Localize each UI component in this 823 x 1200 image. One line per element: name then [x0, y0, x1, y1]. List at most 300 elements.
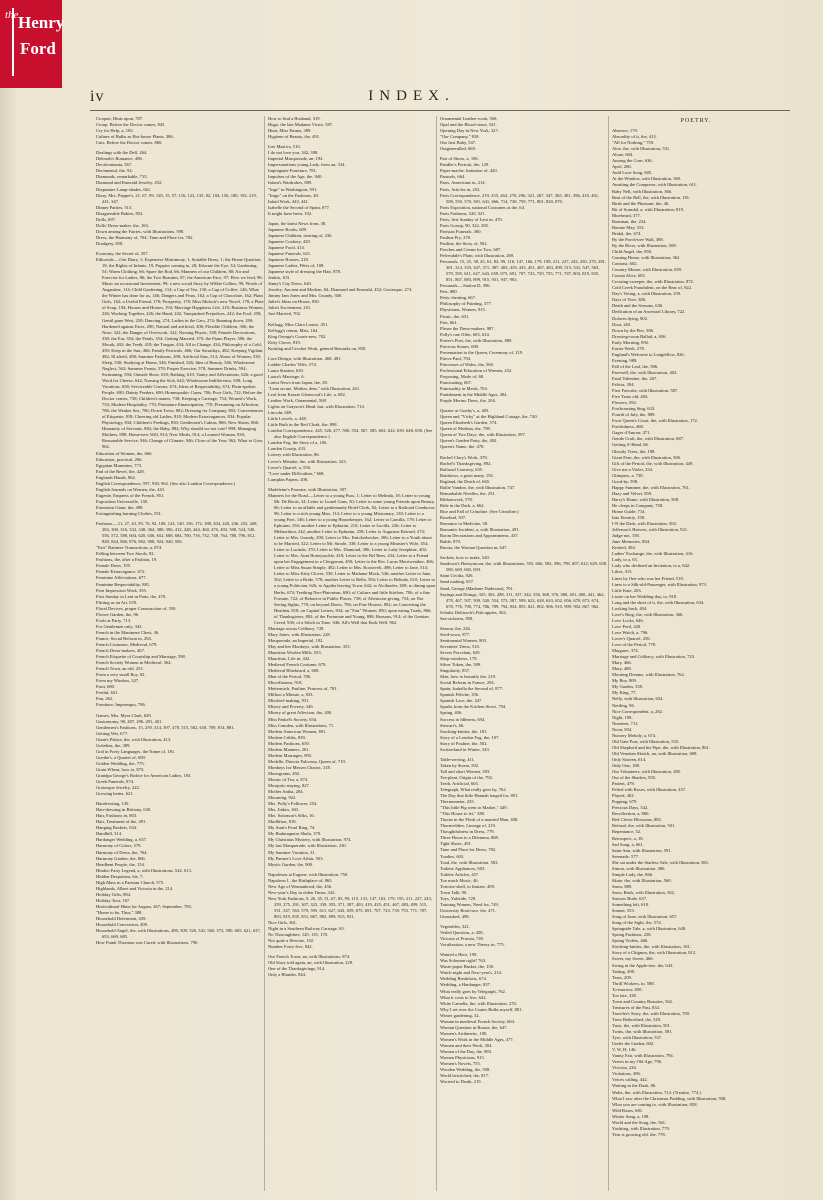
index-entry: No Thoroughfare, 120, 135, 170.: [268, 932, 329, 938]
index-entry: Skate, the, with Illustration, 560.: [612, 877, 672, 883]
index-entry: Women Physicians, 915.: [440, 1055, 485, 1061]
index-entry: Social Reform in France, 294.: [440, 680, 495, 686]
index-entry: Down by the Pier, 586.: [612, 327, 654, 333]
index-entry: Why I set over the Coates Bulbs myself, 801.: [440, 1006, 523, 1012]
index-entry: Not quite a Heroine, 192.: [268, 938, 315, 944]
index-entry: Kellogg's return, Miss, 164.: [268, 327, 319, 333]
index-entry: Story of a Chignon, the, with Illustration, 812.: [612, 950, 697, 956]
index-entry: "Fair" Ratinere Transactions, a, 874.: [96, 545, 163, 551]
index-entry: Spring Violets, 466.: [612, 938, 649, 944]
index-entry: Snow, 889.: [612, 883, 633, 889]
index-entry: Shop-windows, 179.: [440, 656, 478, 662]
index-entry: Paris Fashions, 520, 521.: [440, 210, 486, 216]
index-entry: Paris, Americans in, 214.: [440, 180, 486, 186]
index-entry: Schultz Delitzsch's Fish-apples, 562.: [440, 609, 507, 615]
index-entry: Trust, the, with Illustration, 501.: [612, 1022, 671, 1028]
index-entry: Old Shepherd and his Pipe, the, with Illustration, 861.: [612, 744, 710, 750]
index-entry: Teeth, Artificial, 603.: [440, 780, 479, 786]
index-entry: Ladies' Exchange, the, with Illustration, 416.: [612, 551, 694, 557]
index-entry: Dolls, 697.: [96, 216, 117, 222]
index-entry: Auld Love Song, 605.: [612, 170, 653, 176]
index-entry: Paris Correspondence, 219, 235, 264, 270, 296, 321, 267, 347, 365, 381, 396, 410, 461, 508, 550, 570, 581, 641, 666, 714, 738, 759, 771, 801, 820, 870.: [440, 192, 600, 204]
index-entry: New Age of Womanhood, the, 456.: [268, 883, 333, 889]
index-entry: What you are coming to, with Illustration, 858.: [612, 1101, 698, 1107]
index-entry: Diamond and Emerald Jewelry, 452.: [96, 180, 163, 186]
index-entry: Down among the Fairies, with Illustrations, 598.: [96, 228, 185, 234]
index-entry: Success in Idleness, 694.: [440, 716, 486, 722]
index-entry: Porter's Poet, the, with Illustration, 889.: [440, 337, 513, 343]
index-entry: Sand making, 657.: [440, 579, 475, 585]
index-entry: Horticultural Hints for August, 467; September, 783.: [96, 903, 192, 909]
index-entry: Old Gate Post, with Illustration, 533.: [612, 738, 680, 744]
index-entry: My Summer Vacation, 31.: [268, 849, 316, 855]
index-entry: Hidden Despotism, the, 7.: [96, 873, 144, 879]
index-entry: Giant Fern, the, with Illustration, 506.: [612, 454, 682, 460]
index-entry: Bonnie May, 313.: [612, 224, 645, 230]
index-entry: Mosquito staying, 827.: [268, 783, 310, 789]
index-entry: Vegetables, 321.: [440, 924, 470, 930]
index-entry: Harry's Home, with Illustration, 508.: [612, 496, 680, 502]
index-entry: Napoleon I., the Birthplace of, 865.: [268, 877, 333, 883]
index-entry: Women of the Day, the, 883.: [440, 1048, 493, 1054]
index-entry: Thornveldtes, Lineage of, 219.: [440, 823, 497, 829]
index-entry: Gift of the Period, the, with Illustration, 449.: [612, 460, 694, 466]
index-entry: Too late, 338.: [612, 992, 637, 998]
index-entry: Mettermich, Pauline, Princess of, 781.: [268, 686, 338, 692]
index-entry: Mrs. Polly's Follower, 254.: [268, 801, 318, 807]
index-entry: Inlaid Work, 443, 441.: [268, 198, 309, 204]
index-entry: "Home to be, Thus," 388.: [96, 910, 143, 915]
index-entry: Education, practical, 266.: [96, 456, 143, 462]
index-entry: Crossing-sweeper, the, with Illustration, 872.: [612, 279, 694, 285]
index-entry: World bewitched, the, 817.: [440, 1073, 490, 1079]
index-entry: What it costs to live, 642.: [440, 994, 487, 1000]
index-entry: Toilette Articles, 457.: [440, 871, 480, 877]
index-entry: Cuts. Before the Doctor comes, 860.: [96, 140, 163, 146]
index-entry: Country Mouse, with Illustration, 659.: [612, 267, 683, 273]
index-entry: Princesses of Wales, the, 560.: [440, 361, 494, 367]
index-entry: Hazy and Velvet, 859.: [612, 490, 653, 496]
index-entry: Leaf from Kezzie Glenwood's Life, a, 682.: [268, 392, 346, 398]
index-entry: Wild Roses, 681.: [612, 1107, 644, 1113]
index-entry: Wooden Wedding, the, 938.: [440, 1067, 491, 1073]
index-entry: By the Porch-tree Wall, 388.: [612, 236, 664, 242]
index-entry: My Partner's Love Affair, 503.: [268, 855, 324, 861]
index-entry: France, Social Reform in, 294.: [96, 635, 152, 641]
index-entry: Mary, 466.: [612, 660, 632, 666]
index-entry: Traveler's Story, the, with Illustration, 700.: [612, 1010, 691, 1016]
index-entry: Too much Music, 46.: [440, 877, 479, 883]
index-entry: Falling between Two Stools, 92.: [96, 551, 155, 557]
index-entry: Hygiene of Beauty, the, 491.: [268, 134, 321, 140]
index-entry: Sand, George (Madame Dudevant), 701.: [440, 585, 514, 591]
index-entry: Personals.—Station D, 396.: [440, 283, 491, 289]
index-entry: Fall of the Leaf, the, 586.: [612, 363, 659, 369]
index-entry: One of the Thanksgivings, 914.: [268, 966, 326, 972]
index-entry: Editorials.—Our Diary, 1; Expensive Matrimony, 1; Suitable Dress, 1; the Home Question, 19; the Rights of Infants, 19; Puppies coming in, 28; Educate the Eye, 34; Gardening, 54; Warm Clothing, 66; Spare the Rod, 66; Manners of our Children, 80; Air and Exercise for Ladies, 86; the Two Beauties, 87; the American Face, 97; How we feed, 98; Music an occasional Investment, 99; a new social Story by Wilkie Collins, 99; Words of Augustine, 114; Child Gardening, 114; a Cup of Tea, 130; a Cup of Coffee, 146; What the Winter has done for us, 146; Dangers and Fears, 162; a Cup of Chocolate, 162; Plain Girls, 162; a Useful Friend, 178; Prosperity, 178; Miss Mulock's new Novel, 178; a Plate of Soup, 194; Houses and Homes, 194; Marriage Happiness Life, 210; Business Women, 226; Working Together, 226; the Hand, 242; Vanquished Prejudices, 242; the Fool, 258; Gentil gone West, 258; Dancing, 274; Ladies in the Cars, 274; Running down, 290; Hardened against Facts, 290; Natural and artificial, 306; Flexible Children, 306; the Nose, 322; the Danger of Overwork, 322; Nursing Physic, 338; Female Decorations, 338; the Ear, 354; the Petals, 354; Getting Married, 370; the Piano Player, 386; the Mouth, 402; the Teeth, 418; the Tongue, 434; All in Change, 434; Philosophy of a Cold, 450; Keep in the Sun, 466; Family Festivals, 466; Our Saturdays, 482; Keeping Vigilant, 482; Ill afield, 498; Summer Fashions, 498; Artificial Sins, 514; Abuse of Women, 530; Sleep, 530; Studying at Home, 546; Finished, 546; Idea of Beauty, 546; Wholesome Neglect, 562; Summer Feasts, 578; Proper Exercise, 578; Summer Drinks, 594; Swimming, 594; Outside Show, 610; Bathing, 610; Vanity and Affectations, 626; a good Word for Cheese, 642; Nursing the Sick, 642; Wholesome Indifference, 658; Long Vacations, 658; Serviceable Cravats, 674; Ideas of Respectability, 674; Plain-spoken People, 690; Dainty Feeders, 690; Homeopathic Cures, 706; Poor Girls, 722; Before the Doctor comes, 738; Children's names, 738; Keeping a Carriage, 754; Women's Work, 754; Modern Hospitality, 770; Premature Emancipation, 770; Presuming on Affection, 786; the Weaker Sex, 786; Down Town, 802; Dressing for Company, 802; Conveniences of Etiquette, 818; Cheering old Ladies, 818; Modern Extravagances, 834; Popular Physiology, 834; Children's Feelings, 850; Gentlemen's Cabins, 866; New Slants, 866; Humanity of Servants, 882; the Baby, 882; Why should we not vote? 898; Managing Mothers, 898; Home-new Will, 914; New Meals, 914; a Learned Woman, 930; Reasonable Service, 946; Change of Climate, 946; Close of the Year, 962; What to Give, 962.: [96, 257, 264, 450]
index-entry: To-morrow, 650.: [612, 986, 643, 992]
index-entry: Aloe, the, with Illustration, 531.: [612, 146, 671, 152]
index-entry: Good-by, 598.: [612, 478, 639, 484]
index-entry: Japanese Ladies, Fêtes of, 108.: [268, 263, 325, 269]
index-entry: Treasures of the Past, 834.: [612, 1004, 661, 1010]
index-entry: Thermometer, 255.: [440, 799, 475, 805]
index-entry: Gentle Craft, the, with Illustration, 687.: [612, 436, 685, 442]
index-entry: Jewelry, Ancient and Modern, 84; Diamond and Emerald, 452; Grotesque, 274.: [268, 287, 413, 293]
index-entry: Fourth of July, the, 889.: [612, 412, 656, 418]
index-entry: Boatman, the, 234.: [612, 218, 647, 224]
index-entry: "Lean on me, Mother, dear," with Illustration, 261.: [268, 385, 361, 391]
index-entry: Philosophy of Painting, 377.: [440, 301, 492, 307]
index-entry: "Inigo" on the Fashions, 40.: [268, 192, 319, 198]
index-entry: Golden Wedding, the, 775.: [96, 760, 145, 766]
index-entry: My Garden, 558.: [612, 684, 644, 690]
index-entry: Punishment in the Middle Ages, 494.: [440, 392, 508, 398]
index-entry: Red Clover Blossoms, 883.: [612, 817, 662, 823]
index-entry: Bluebeard, 377.: [612, 212, 641, 218]
index-entry: May and her Monkeys, with Illustration, 353.: [268, 643, 351, 649]
index-entry: From my Window, 327.: [96, 678, 140, 684]
index-entry: Opening Day in New York, 327.: [440, 128, 499, 134]
index-entry: Dolores dying, 802.: [612, 315, 649, 321]
index-entry: Paris, Articles in, 252.: [440, 186, 481, 192]
index-entry: Awaiting the Conqueror, with Illustration, 611.: [612, 182, 698, 188]
index-entry: Saint Cecilia, 926.: [440, 573, 474, 579]
index-entry: Education of Women, the, 666.: [96, 450, 153, 456]
index-entry: Miss Paskel's Society, 634.: [268, 716, 318, 722]
index-entry: Waste-paper Basket, the, 150.: [440, 964, 495, 970]
logo-text-henry: Henry: [18, 13, 65, 32]
index-entry: Sweet, my Sweet, 466.: [612, 956, 654, 962]
index-entry: Switzerland in Winter, 543.: [440, 746, 490, 752]
index-entry: Lines to a Silk-old-Passenger, with Illustration, 973.: [612, 581, 707, 587]
index-entry: Women's Arithmetic, 190.: [440, 1030, 488, 1036]
index-entry: Singularity, 857.: [440, 668, 471, 674]
index-entry: Medieval Bluebeard, a, 608.: [268, 668, 320, 674]
index-entry: Napoleons at Eugene, with Illustration, 750.: [268, 871, 349, 877]
index-entry: Japanese Cookery, 429.: [268, 238, 311, 244]
index-entry: New York Fashions, 9, 26, 35, 51, 67, 83, 99, 115, 131, 147, 163, 179, 195, 211, 227, 243, 259, 275, 291, 307, 323, 339, 355, 371, 387, 403, 419, 435, 451, 467, 483, 499, 515, 531, 547, 563, 579, 595, 611, 627, 643, 659, 675, 691, 707, 723, 739, 755, 771, 787, 803, 819, 835, 851, 867, 883, 899, 915, 931.: [268, 895, 432, 919]
index-entry: At the Window, with Illustration, 360.: [612, 176, 682, 182]
index-entry: Latest News from Japan, the, 38.: [268, 379, 328, 385]
column-divider: [608, 116, 609, 1191]
index-entry: Punctuality in Meals, 704.: [440, 386, 488, 392]
index-entry: Contrast, 602.: [612, 261, 638, 267]
index-entry: April, 286.: [612, 164, 632, 170]
index-entry: Harmony of Colors, 579.: [96, 843, 142, 849]
header-rule: [90, 110, 790, 111]
index-entry: Women's Work in the Middle Ages, 477.: [440, 1036, 514, 1042]
index-entry: Snow Birds, with Illustration, 562.: [612, 889, 676, 895]
index-entry: God in Forty Languages, the Name of, 181.: [96, 748, 176, 754]
index-entry: Coming Home, with Illustration, 362.: [612, 255, 681, 261]
index-entry: Japanese Children, treating of, 236.: [268, 232, 333, 238]
index-entry: Grotesque Jewelry, 222.: [96, 785, 140, 791]
index-entry: My last Masquerade, with Illustration, 230.: [268, 843, 347, 849]
index-entry: End of the Revel, the, 428.: [96, 468, 145, 474]
index-entry: Julia's Excitement, 251.: [268, 305, 312, 311]
index-entry: My King, 77.: [612, 690, 637, 696]
index-entry: Woman Question in Russia, the, 647.: [440, 1024, 508, 1030]
index-entry: Disagreeable Babies, 852.: [96, 210, 144, 216]
index-entry: Diary, Mrs. Pepper's, 21, 67, 99, 128, 15, 57, 116, 122, 135, 92, 104, 156, 180, 192, 219, 241, 347.: [96, 192, 257, 204]
index-entry: French Dress-makers, 467.: [96, 648, 145, 654]
index-entry: Thorns in the Flesh of a married Man, 408.: [440, 817, 519, 823]
index-entry: Mudlifton, 810.: [268, 819, 297, 825]
index-entry: Love's Ring, the, with Illustration, 366.: [612, 611, 684, 617]
index-entry: Flowers, 592.: [612, 400, 637, 406]
index-entry: Mourning, 922.: [268, 795, 297, 801]
index-entry: Russia, the Woman Question in, 647.: [440, 545, 508, 551]
index-entry: Was Solomon right? 763.: [440, 958, 487, 964]
index-entry: English Journals on Women, the, 443.: [96, 486, 166, 492]
index-entry: Petty cheating, 667.: [440, 295, 477, 301]
index-entry: Precious Days, 542.: [612, 805, 649, 811]
index-entry: Taken by Storm, 502.: [440, 762, 480, 768]
index-entry: English Correspondence, 597, 938, 962. (See also London Correspondence.): [96, 480, 236, 486]
index-entry: French in the Maniment Chest, 46.: [96, 629, 160, 635]
index-entry: Give me a Violet, 234.: [612, 466, 654, 472]
index-entry: Rachel's Thanksgiving, 892.: [440, 460, 492, 466]
index-entry: Thoughtfulness in Dress, 779.: [440, 829, 495, 835]
index-entry: Men of the Period, 786.: [268, 674, 312, 680]
index-entry: Repentance, 52.: [612, 829, 642, 835]
index-entry: It might have been, 192.: [268, 210, 313, 216]
index-entry: Modern American Women, 691.: [268, 728, 327, 734]
index-entry: Death and the Seasons, 636.: [612, 303, 664, 309]
index-entry: He cleeps in Company, 758.: [612, 502, 664, 508]
index-entry: What I saw after the Christmas Pudding, with Illustration, 938.: [612, 1095, 727, 1101]
index-entry: Tatting, 498.: [612, 968, 636, 974]
index-entry: Fruit, 680.: [96, 684, 116, 690]
index-column-1: [96, 116, 264, 1186]
index-entry: Spring Fashions, 258.: [612, 932, 652, 938]
index-entry: Played, 402.: [612, 793, 635, 799]
index-entry: Lover's Mistake, the, with Illustration, 323.: [268, 458, 347, 464]
index-entry: London Correspondence, 445, 526, 477, 500, 554, 567, 585, 602, 624, 639, 648, 658. (See also English Correspondence.): [268, 428, 433, 440]
index-entry: University Boat-race, the, 471.: [440, 907, 497, 913]
index-entry: Toilette Appliances, 603.: [440, 865, 486, 871]
index-entry: Furniture, Impromptu, 786.: [96, 702, 146, 708]
index-entry: Birds and the Pheasant, the, 46.: [612, 200, 670, 206]
index-entry: Refusal, the, with Illustration, 501.: [612, 823, 676, 829]
index-entry: Queen's Name, the, 478.: [440, 444, 485, 450]
index-entry: Spanish Lace, the, 447.: [440, 698, 483, 704]
index-entry: Glimpses, a, 738.: [612, 472, 644, 478]
index-entry: Holiday Tour, 167.: [96, 897, 131, 903]
index-entry: Lover's Quarrel, 256.: [612, 635, 651, 641]
index-entry: Our first Baby, 547.: [440, 140, 477, 146]
index-entry: Ruble, 870.: [440, 539, 462, 545]
index-entry: Isabelle the Second of Spain, 877.: [268, 204, 331, 210]
index-entry: Marriage and Celibacy, with Illustration, 723.: [612, 654, 696, 660]
index-entry: Simple Lady, the, 866.: [612, 871, 654, 877]
index-entry: Veiled Question, a, 458.: [440, 930, 484, 936]
index-entry: Wedding, a Hardanger, 837.: [440, 982, 491, 988]
index-entry: Looking back, 404.: [612, 605, 648, 611]
index-entry: Fools at Party, 713.: [96, 617, 132, 623]
index-entry: Dress, the Harmony of, 764; Time and Place for, 782.: [96, 234, 194, 240]
index-entry: Feminine Affectations, 677.: [96, 575, 147, 581]
index-entry: Watch-night and New-year's, 214.: [440, 970, 502, 976]
index-entry: Victoria, 226.: [612, 1065, 637, 1071]
index-entry: Impregnate Furniture, 781.: [268, 168, 317, 174]
index-entry: Lover's Quarrel, a, 556.: [268, 464, 311, 470]
index-entry: Jefferson's Harvest, with Illustration, 921.: [612, 527, 689, 533]
index-entry: Town Talk, 90.: [440, 889, 468, 895]
index-entry: Yachting, with Illustration, 779.: [612, 1125, 670, 1131]
index-entry: Stewart's, 66.: [440, 722, 465, 728]
index-entry: Our Volunteers, with Illustration, 285.: [612, 769, 682, 775]
index-entry: Evening, 989.: [612, 357, 638, 363]
index-entry: Fashions.—11, 27, 43, 59, 76, 92, 108, 124, 140, 156, 172, 188, 204, 220, 236, 252, 268, 284, 300, 316, 332, 348, 364, 380, 396, 412, 428, 444, 460, 476, 492, 508, 524, 540, 556, 572, 588, 604, 620, 636, 652, 668, 684, 700, 716, 732, 748, 764, 780, 796, 812, 828, 844, 860, 876, 892, 908, 924, 940, 956.: [96, 521, 258, 545]
index-entry: Recollection, a, 866.: [612, 811, 650, 817]
index-entry: Night, 198.: [612, 714, 633, 720]
index-entry: Queen of Modena, the, 789.: [440, 426, 491, 432]
index-entry: Nursery Melody, a, 674.: [612, 732, 657, 738]
index-entry: Popping, 679.: [612, 799, 638, 805]
index-entry: Personals, 15, 25, 38, 45, 61, 84, 99, 116, 147, 166, 179, 198, 211, 227, 243, 250, 270, 281, 301, 314, 333, 347, 371, 387, 403, 419, 435, 451, 467, 483, 499, 515, 531, 547, 563, 579, 595, 611, 627, 643, 659, 675, 691, 707, 723, 739, 755, 771, 787, 803, 819, 835, 851, 867, 883, 899, 915, 931, 947, 963.: [440, 259, 607, 283]
index-entry: Wedding Breakfasts, 674.: [440, 976, 487, 982]
index-entry: Happy Summer, the, with Illustration, 761.: [612, 484, 690, 490]
index-entry: Little Ruth in the Red Cloak, the, 898.: [268, 422, 338, 428]
index-entry: Bridal, the, 674.: [612, 230, 642, 236]
index-entry: Hairdressing, 145.: [96, 801, 130, 807]
index-column-3: [440, 116, 608, 1186]
index-entry: Physicians, Women, 915.: [440, 307, 486, 313]
index-entry: Number Forty-five, 842.: [268, 944, 313, 950]
index-entry: Extension Giant, the, 498.: [96, 504, 144, 510]
index-entry: Vanity Fair, with Illustration, 794.: [612, 1053, 674, 1059]
index-entry: Lumpkin Papers, 208.: [268, 476, 309, 482]
index-entry: Kitty Clover, 819.: [268, 339, 301, 345]
index-entry: Twins, the, with Illustration, 581.: [612, 1029, 673, 1035]
index-entry: Hardanger Wedding, a, 637.: [96, 837, 148, 843]
index-entry: Day's Voting, a, with Illustration, 259.: [612, 291, 682, 297]
index-entry: Old Venetian Sketch, an, with Illustration, 608.: [612, 750, 698, 756]
index-entry: Eugenie, Empress of the French, 851.: [96, 492, 165, 498]
index-entry: Extinguishing burning Clothes, 551.: [96, 511, 163, 516]
index-entry: Mary, 468.: [612, 666, 632, 672]
index-entry: Morning Dreams, with Illustration, 762.: [612, 672, 685, 678]
index-entry: Household Deferment, 439.: [96, 916, 147, 922]
index-entry: Knitted, 494.: [612, 545, 636, 551]
index-entry: Sea-sickness, 858.: [440, 615, 474, 621]
index-entry: Mrs. Jinkin, 160.: [268, 807, 299, 813]
index-entry: The Day that little Hannah longed for, 891.: [440, 793, 519, 799]
index-entry: Leather Work, Ornamental, 568.: [268, 398, 327, 404]
index-entry: Ragland, the Death of, 665.: [440, 478, 491, 484]
index-entry: French Town, an old, 253.: [96, 666, 144, 672]
index-entry: Handbill, 314.: [96, 831, 123, 837]
index-entry: From a very small Boy, 82.: [96, 672, 146, 678]
index-entry: Rise and Fall of Crinoline. (See Crinoline.): [440, 508, 519, 514]
index-entry: Rallie Vandon, the, with Illustration, 747.: [440, 484, 516, 490]
index-entry: Room Decorations and Appointments, 437.: [440, 533, 519, 539]
index-entry: Mrs. Solomon's Silks, 16.: [268, 813, 315, 819]
index-entry: Flower Garden, the, 96.: [96, 611, 140, 617]
index-entry: Cold Creek Fraudulent, on the Rear of, 922.: [612, 285, 693, 291]
index-entry: Fun, 262.: [96, 696, 114, 702]
index-entry: Million a Minute, a, 833.: [268, 692, 314, 698]
index-entry: "This little Pig went to Market," 449.: [440, 805, 508, 811]
index-entry: Polly's one Offer, 603, 614.: [440, 331, 490, 337]
index-entry: Gentlemen's Fashions, 15, 259, 314, 397, 478, 515, 582, 618, 709, 814, 881.: [96, 724, 235, 730]
index-entry: Rainbows, a great many, 192.: [440, 472, 494, 478]
index-entry: Grandpa George's Bodice for American Ladies, 103.: [96, 772, 192, 778]
index-entry: Quarter at Gorthy's, a, 403.: [440, 408, 490, 414]
index-entry: My Boy, 809.: [612, 678, 637, 684]
index-entry: Simon, with Illustration, 386.: [612, 865, 666, 871]
index-entry: Long and the short of it, the, with Illustration, 634.: [612, 599, 705, 605]
index-entry: Decimental, the, 94.: [96, 168, 133, 174]
index-entry: For Gentlemen only, 343.: [96, 623, 143, 629]
index-entry: French Costumes, Medieval, 679.: [96, 641, 158, 647]
index-entry: Deborah's Romance, 496.: [96, 156, 143, 162]
index-entry: Spanish Fêtiche, 356.: [440, 692, 480, 698]
index-entry: Croquet, Hints upon, 787.: [96, 116, 144, 121]
index-entry: Highlands, Albert and Victoria in the, 214.: [96, 885, 174, 891]
index-entry: Sparks from the Kitchen Stove, 794.: [440, 704, 507, 710]
index-entry: Modelle, Dioscia Falconsa, Queen of, 710.: [268, 758, 346, 764]
index-entry: Year is growing old, the, 778.: [612, 1131, 666, 1137]
index-entry: Sackets, how to make, 540.: [440, 555, 490, 561]
index-entry: Mystic Garden, the, 900.: [268, 861, 314, 867]
index-entry: Japanese Funerals, 621.: [268, 250, 312, 256]
index-entry: Greek Funerals, 874.: [96, 779, 135, 785]
index-entry: Training Women, Need for, 749.: [440, 901, 499, 907]
index-entry: Harmony of Dress, the, 764.: [96, 849, 148, 855]
index-entry: Pies, 661.: [440, 319, 458, 325]
index-entry: Purple Merino Dress, the, 204.: [440, 398, 496, 404]
index-entry: Lady who declined an Invitation, to a, 642.: [612, 563, 691, 569]
index-entry: Ribbonwork, 578.: [440, 496, 473, 502]
index-entry: Drawing-room Ballad, a, 656.: [612, 333, 667, 339]
index-entry: Parasols, 664.: [440, 174, 466, 180]
index-entry: Nettling, 96.: [612, 702, 635, 708]
index-entry: Queen Elizabeth's Garden, 574.: [440, 420, 498, 426]
index-entry: Mary Jones, with Illustration, 228.: [268, 631, 331, 637]
index-entry: Ornamental Leather-work, 568.: [440, 116, 498, 121]
index-entry: Modern Manners, 261.: [268, 746, 310, 752]
index-entry: Fashions, the, after a Fashion, 19.: [96, 557, 158, 563]
index-entry: Parisian Funerals, 360.: [440, 228, 482, 234]
index-entry: Lace Design, with Illustration, 468, 481.: [268, 355, 342, 361]
index-entry: Pelted with Roses, with Illustration, 457.: [612, 787, 687, 793]
index-entry: Female Dress, 195.: [96, 563, 132, 569]
index-entry: Medieval French Costume, 679.: [268, 662, 327, 668]
index-entry: Pair of Shoes, a, 186.: [440, 156, 479, 162]
index-entry: Misery of great Affection, the, 200.: [268, 710, 333, 716]
index-entry: Story of Pauline, the, 502.: [440, 740, 488, 746]
index-entry: Spain, Isabella the Second of, 877.: [440, 686, 504, 692]
index-entry: Headbent People, the, 154.: [96, 861, 145, 867]
index-entry: Tea-plant, Origin of the, 792.: [440, 774, 494, 780]
index-entry: Feminine Respectability, 881.: [96, 581, 151, 587]
page-title: INDEX.: [368, 88, 455, 104]
index-entry: Floral Devices, proper Construction of, 550.: [96, 605, 177, 611]
index-entry: Early Morning, 892.: [612, 339, 650, 345]
index-entry: Romantic Incident, a, with Illustration, 491.: [440, 527, 520, 533]
index-entry: Unmasked, 498.: [440, 914, 470, 919]
index-entry: World and the Song, the, 561.: [612, 1119, 667, 1125]
index-entry: Pandler's Portrait, the, 129.: [440, 162, 490, 168]
index-entry: Grain Wheat, how to, 873.: [96, 766, 145, 772]
index-entry: London Fog, the Story of a, 106.: [268, 440, 328, 446]
index-entry: Days of Yore, 386.: [612, 297, 647, 303]
section-heading: POETRY.: [680, 118, 712, 124]
index-entry: Growing better, 621.: [96, 791, 134, 797]
